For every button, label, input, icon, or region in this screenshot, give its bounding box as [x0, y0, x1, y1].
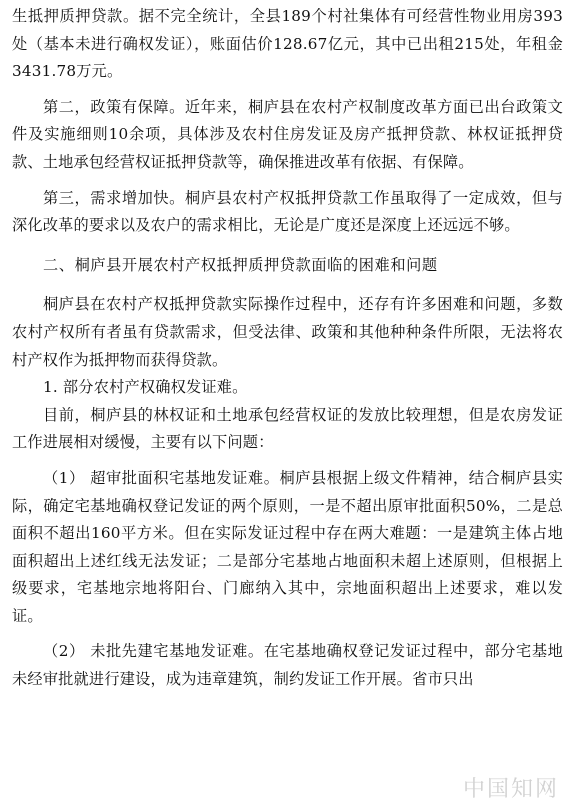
paragraph-item-2: （2） 未批先建宅基地发证难。在宅基地确权登记发证过程中，部分宅基地未经审批就进行建设，成为违章建筑，制约发证工作开展。省市只出	[12, 642, 563, 689]
subheading-1: 1. 部分农村产权确权发证难。	[43, 378, 248, 397]
paragraph-current: 目前，桐庐县的林权证和土地承包经营权证的发放比较理想，但是农房发证工作进展相对缓慢，主要有以下问题：	[12, 405, 563, 452]
watermark-logo: 中国知网	[462, 777, 559, 802]
paragraph-difficulties: 桐庐县在农村产权抵押贷款实际操作过程中，还存有许多困难和问题，多数农村产权所有者虽有贷款需求，但受法律、政策和其他种种条件所限，无法将农村产权作为抵押物而获得贷款。	[12, 295, 563, 369]
paragraph-item-1: （1） 超审批面积宅基地发证难。桐庐县根据上级文件精神，结合桐庐县实际，确定宅基地确权登记发证的两个原则，一是不超出原审批面积50%，二是总面积不超出160平方米。但在实际发证过程中存在两大难题：一是建筑主体占地面积超出上述红线无法发证；二是部分宅基地占地面积未超上述原则，但根据上级要求，宅基地宗地将阳台、门廊纳入其中，宗地面积超出上述要求，难以发证。	[12, 468, 563, 625]
paragraph-1: 生抵押质押贷款。据不完全统计，全县189个村社集体有可经营性物业用房393处（基本未进行确权发证），账面估价128.67亿元，其中已出租215处，年租金3431.78万元。	[12, 7, 563, 81]
section-heading: 二、桐庐县开展农村产权抵押质押贷款面临的困难和问题	[43, 255, 438, 274]
paragraph-policy: 第二，政策有保障。近年来，桐庐县在农村产权制度改革方面已出台政策文件及实施细则10余项，具体涉及农村住房发证及房产抵押贷款、林权证抵押贷款、土地承包经营权证抵押贷款等，确保推进改革有依据、有保障。	[12, 97, 563, 171]
paragraph-demand: 第三，需求增加快。桐庐县农村产权抵押贷款工作虽取得了一定成效，但与深化改革的要求以及农户的需求相比，无论是广度还是深度上还远远不够。	[12, 188, 563, 235]
